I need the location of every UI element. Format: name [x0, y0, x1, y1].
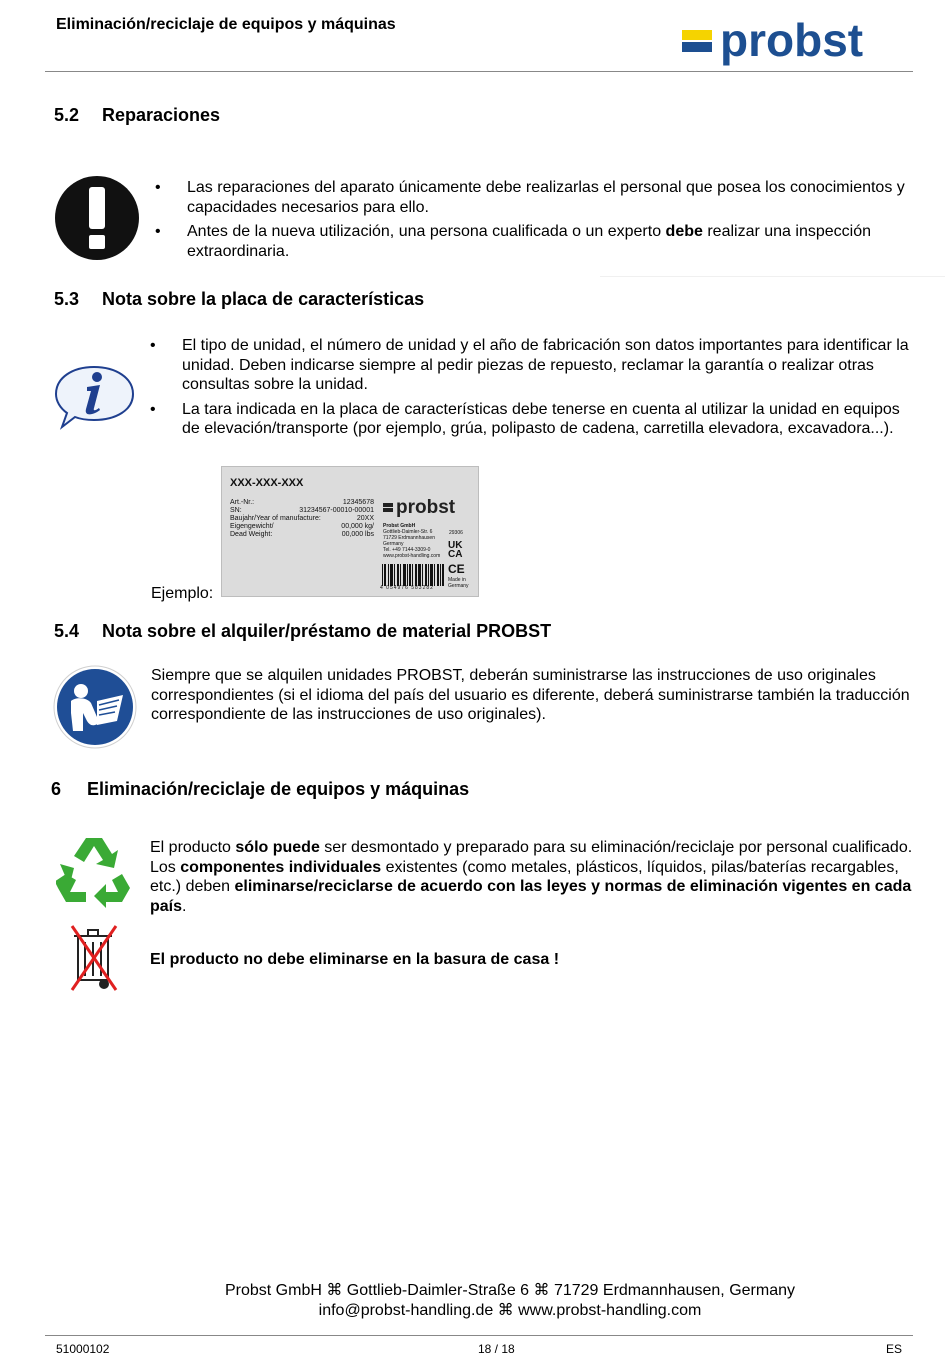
faint-divider: [600, 276, 945, 277]
section-title: Eliminación/reciclaje de equipos y máquinas: [87, 779, 470, 799]
crossed-bin-icon: [70, 922, 120, 999]
plate-label: Eigengewicht/: [230, 523, 274, 530]
section-number: 5.3: [54, 289, 80, 309]
plate-logo: [383, 497, 475, 522]
section-title: Nota sobre la placa de características: [102, 289, 425, 309]
plate-value: 12345678: [342, 499, 374, 506]
info-icon: [54, 364, 136, 435]
read-manual-icon: [53, 665, 137, 754]
language-code: ES: [886, 1342, 903, 1356]
ukca-mark: UK CA: [448, 540, 463, 560]
plate-value: 00,000 lbs: [341, 531, 374, 538]
section-6-heading: [51, 779, 469, 800]
list-item: • La tara indicada en la placa de características debe tenerse en cuenta al utilizar la unidad en equipos de elevación/transporte (por ejemplo, grúa, polipasto de cadena, carretilla elevadora, excavadora...).: [150, 400, 915, 439]
section-number: 5.2: [54, 105, 80, 125]
made-in-germany: Made in Germany: [448, 577, 469, 589]
footer-address: Probst GmbH ⌘ Gottlieb-Daimler-Straße 6 ⌘ 71729 Erdmannhausen, Germany: [224, 1282, 795, 1299]
warning-exclamation-icon: [54, 175, 140, 266]
plate-label: Dead Weight:: [230, 531, 273, 538]
section-title: Nota sobre el alquiler/préstamo de material PROBST: [102, 621, 552, 641]
plate-value: 20XX: [356, 515, 374, 522]
plate-value: 31234567-00010-00001: [299, 507, 374, 514]
plate-logo-text: probst: [396, 497, 456, 517]
plate-label: SN:: [230, 507, 242, 514]
section-5-4-text: Siempre que se alquilen unidades PROBST, deberán suministrarse las instrucciones de uso originales correspondientes (si el idioma del país del usuario es diferente, deberá suministrarse también la traducción correspondiente de las instrucciones de uso originales).: [151, 667, 910, 723]
section-5-3-list: [150, 336, 915, 444]
section-number: 5.4: [54, 621, 80, 641]
example-label: Ejemplo:: [151, 585, 214, 602]
section-title: Reparaciones: [102, 105, 221, 125]
disposal-warning: El producto no debe eliminarse en la basura de casa !: [150, 951, 560, 968]
plate-address: Probst GmbH Gottlieb-Daimler-Str. 6 71729 Erdmannhausen Germany Tel. +49 7144-3309-0 www.probst-handling.com: [383, 523, 441, 559]
section-5-2-list: [155, 178, 915, 266]
header-rule: [45, 71, 913, 72]
footer-rule: [45, 1335, 913, 1336]
plate-value: 00,000 kg/: [341, 523, 374, 530]
section-6-paragraph: El producto sólo puede ser desmontado y preparado para su eliminación/reciclaje por personal cualificado. Los componentes individuales existentes (como metales, plásticos, líquidos, pilas/baterías recargables, etc.) deben eliminarse/reciclarse de acuerdo con las leyes y normas de eliminación vigentes en cada país.: [150, 839, 913, 915]
page-number: 18 / 18: [478, 1342, 515, 1356]
doc-number: 51000102: [56, 1342, 110, 1356]
list-item: • Las reparaciones del aparato únicamente debe realizarlas el personal que posea los conocimientos y capacidades necesarios para ello.: [155, 178, 915, 217]
plate-label: Baujahr/Year of manufacture:: [230, 515, 321, 522]
recycle-icon: [56, 834, 132, 913]
footer-contact: info@probst-handling.de ⌘ www.probst-handling.com: [318, 1302, 702, 1319]
type-plate-image: [221, 466, 479, 597]
plate-label: Art.-Nr.:: [230, 499, 255, 506]
list-item: • El tipo de unidad, el número de unidad y el año de fabricación son datos importantes para identificar la unidad. Deben indicarse siempre al pedir piezas de repuesto, reclamar la garantía o realizar otras consultas sobre la unidad.: [150, 336, 915, 395]
ce-mark: CE: [448, 562, 465, 576]
header-title: Eliminación/reciclaje de equipos y máquinas: [56, 16, 396, 33]
list-item: • Antes de la nueva utilización, una persona cualificada o un experto debe realizar una inspección extraordinaria.: [155, 222, 915, 261]
plate-id: XXX-XXX-XXX: [230, 477, 304, 489]
section-5-4-heading: [54, 621, 551, 642]
probst-logo: [680, 20, 908, 68]
plate-code: 29306: [449, 530, 463, 536]
barcode-number: 4 054976 583282: [380, 585, 434, 591]
section-5-3-heading: [54, 289, 424, 310]
logo-text: probst: [720, 20, 864, 66]
section-5-2-heading: [54, 105, 220, 126]
section-number: 6: [51, 779, 62, 799]
